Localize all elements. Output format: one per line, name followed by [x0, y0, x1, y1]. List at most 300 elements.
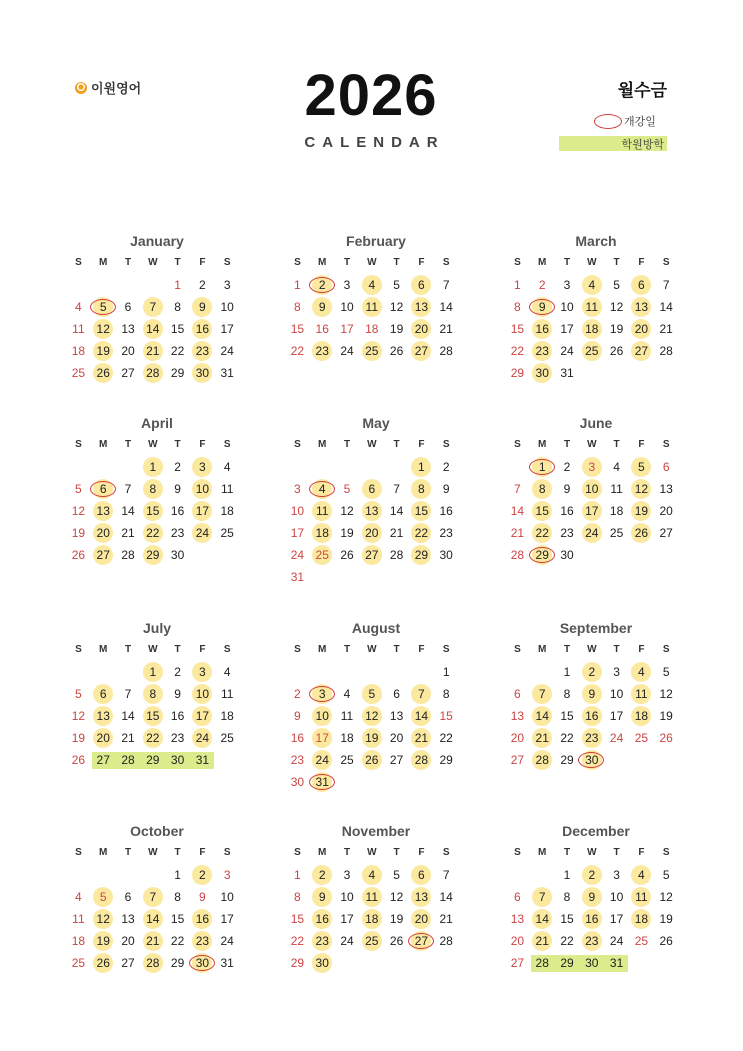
day-cell: 14	[530, 705, 555, 727]
month-grid	[285, 252, 467, 362]
day-cell: 25	[634, 934, 649, 948]
day-cell: 13	[629, 296, 654, 318]
day-cell: 13	[359, 500, 384, 522]
day-cell: 23	[310, 930, 335, 952]
empty-cell	[66, 456, 91, 478]
weekday-label: S	[514, 847, 521, 858]
weekday-label: W	[148, 847, 158, 858]
weekday-label: S	[294, 847, 301, 858]
day-cell: 31	[310, 771, 335, 793]
day-cell: 27	[96, 753, 110, 767]
weekday-label: T	[343, 257, 351, 268]
day-cell: 1	[514, 278, 521, 292]
weekday-label: W	[367, 257, 377, 268]
schedule-title: 월수금	[617, 81, 667, 100]
day-cell: 11	[359, 296, 384, 318]
empty-cell	[629, 544, 654, 566]
day-cell: 18	[220, 504, 234, 518]
day-cell: 18	[71, 934, 86, 948]
weekday-label: T	[124, 644, 132, 655]
day-cell: 16	[190, 908, 215, 930]
week-row	[505, 908, 687, 930]
day-cell: 15	[439, 709, 453, 723]
day-cell: 7	[530, 683, 555, 705]
weekday-label: M	[99, 257, 108, 268]
day-cell: 25	[220, 731, 234, 745]
day-cell: 21	[530, 727, 555, 749]
day-cell: 27	[91, 544, 116, 566]
day-cell: 20	[409, 318, 434, 340]
weekday-label: S	[442, 257, 450, 268]
empty-cell	[285, 456, 310, 478]
day-cell: 24	[609, 934, 624, 948]
week-row	[505, 340, 687, 362]
day-cell: 5	[613, 278, 620, 292]
week-row	[66, 952, 248, 974]
empty-cell	[654, 749, 679, 771]
legend-open-day	[594, 113, 656, 129]
day-cell: 30	[290, 775, 305, 789]
day-cell: 13	[121, 322, 135, 336]
weekday-label: F	[199, 439, 206, 450]
empty-cell	[579, 362, 604, 384]
month-november	[285, 821, 467, 974]
day-cell: 28	[510, 548, 525, 562]
day-cell: 6	[359, 478, 384, 500]
day-cell: 26	[91, 952, 116, 974]
week-row	[285, 952, 467, 974]
day-cell: 16	[439, 504, 453, 518]
month-grid	[505, 252, 687, 384]
weekday-header	[66, 434, 248, 456]
day-cell: 19	[71, 731, 86, 745]
day-cell: 4	[223, 460, 231, 474]
legend-break	[559, 136, 667, 151]
week-row	[505, 930, 687, 952]
day-cell: 15	[560, 912, 574, 926]
day-cell: 22	[170, 934, 185, 948]
day-cell: 16	[560, 504, 574, 518]
day-cell: 27	[121, 956, 135, 970]
day-cell: 4	[310, 478, 335, 500]
weekday-label: S	[662, 439, 670, 450]
weekday-label: M	[318, 439, 327, 450]
day-cell: 28	[530, 749, 555, 771]
week-row	[285, 705, 467, 727]
day-cell: 12	[389, 890, 404, 904]
day-cell: 16	[579, 908, 604, 930]
day-cell: 22	[439, 731, 453, 745]
day-cell: 26	[389, 934, 404, 948]
day-cell: 23	[190, 930, 215, 952]
empty-cell	[310, 661, 335, 683]
month-june	[505, 413, 687, 566]
weekday-label: S	[442, 644, 450, 655]
week-row	[505, 864, 687, 886]
week-row	[285, 661, 467, 683]
day-cell: 23	[579, 930, 604, 952]
week-row	[66, 864, 248, 886]
day-cell: 30	[585, 956, 599, 970]
day-cell: 20	[389, 731, 404, 745]
empty-cell	[335, 661, 360, 683]
week-row	[505, 683, 687, 705]
weekday-label: T	[343, 644, 351, 655]
week-row	[505, 478, 687, 500]
empty-cell	[91, 661, 116, 683]
day-cell: 2	[294, 687, 301, 701]
day-cell: 20	[629, 318, 654, 340]
day-cell: 17	[609, 709, 624, 723]
week-row	[505, 522, 687, 544]
empty-cell	[384, 661, 409, 683]
empty-cell	[409, 952, 434, 974]
day-cell: 4	[75, 300, 82, 314]
weekday-label: W	[367, 644, 377, 655]
day-cell: 10	[220, 890, 234, 904]
empty-cell	[629, 362, 654, 384]
day-cell: 27	[409, 340, 434, 362]
weekday-label: F	[418, 257, 425, 268]
empty-cell	[310, 456, 335, 478]
day-cell: 13	[409, 296, 434, 318]
week-row	[66, 318, 248, 340]
day-cell: 26	[659, 731, 673, 745]
day-cell: 2	[538, 278, 546, 292]
weekday-label: M	[538, 257, 547, 268]
empty-cell	[434, 771, 459, 793]
day-cell: 23	[310, 340, 335, 362]
weekday-label: S	[75, 847, 82, 858]
day-cell: 1	[174, 868, 181, 882]
day-cell: 20	[409, 908, 434, 930]
day-cell: 24	[220, 344, 234, 358]
day-cell: 5	[393, 278, 400, 292]
day-cell: 19	[340, 526, 354, 540]
day-cell: 10	[560, 300, 574, 314]
week-row	[285, 930, 467, 952]
day-cell: 14	[140, 318, 165, 340]
week-row	[285, 318, 467, 340]
day-cell: 17	[290, 526, 305, 540]
day-cell: 5	[662, 868, 670, 882]
empty-cell	[434, 566, 459, 588]
day-cell: 4	[359, 864, 384, 886]
day-cell: 4	[613, 460, 620, 474]
day-cell: 31	[195, 753, 210, 767]
day-cell: 7	[514, 482, 521, 496]
weekday-label: S	[75, 439, 82, 450]
day-cell: 27	[389, 753, 404, 767]
day-cell: 7	[124, 482, 132, 496]
weekday-label: F	[418, 847, 425, 858]
day-cell: 9	[294, 709, 301, 723]
day-cell: 28	[439, 344, 453, 358]
empty-cell	[140, 864, 165, 886]
day-cell: 10	[190, 683, 215, 705]
weekday-label: M	[318, 257, 327, 268]
week-row	[66, 296, 248, 318]
weekday-label: S	[514, 257, 521, 268]
day-cell: 27	[359, 544, 384, 566]
empty-cell	[140, 274, 165, 296]
empty-cell	[335, 952, 360, 974]
day-cell: 9	[199, 890, 206, 904]
empty-cell	[384, 566, 409, 588]
weekday-label: M	[538, 644, 547, 655]
week-row	[505, 318, 687, 340]
day-cell: 14	[530, 908, 555, 930]
day-cell: 10	[190, 478, 215, 500]
day-cell: 16	[290, 731, 305, 745]
month-grid	[66, 639, 248, 771]
empty-cell	[629, 952, 654, 974]
week-row	[66, 886, 248, 908]
day-cell: 4	[343, 687, 351, 701]
week-row	[285, 500, 467, 522]
day-cell: 3	[563, 278, 571, 292]
empty-cell	[505, 456, 530, 478]
day-cell: 31	[220, 956, 234, 970]
day-cell: 3	[223, 278, 231, 292]
day-cell: 1	[563, 868, 571, 882]
weekday-label: T	[124, 257, 132, 268]
day-cell: 21	[140, 340, 165, 362]
day-cell: 13	[409, 886, 434, 908]
day-cell: 12	[91, 318, 116, 340]
empty-cell	[359, 456, 384, 478]
weekday-label: T	[343, 439, 351, 450]
month-title: May	[362, 415, 390, 431]
day-cell: 2	[563, 460, 571, 474]
month-title: April	[141, 415, 173, 431]
month-title: June	[579, 415, 613, 431]
empty-cell	[654, 952, 679, 974]
day-cell: 24	[340, 934, 354, 948]
month-title: July	[142, 620, 171, 636]
day-cell: 5	[91, 886, 116, 908]
day-cell: 13	[91, 500, 116, 522]
day-cell: 15	[560, 709, 574, 723]
day-cell: 16	[530, 318, 555, 340]
day-cell: 21	[121, 731, 135, 745]
weekday-label: W	[148, 644, 158, 655]
month-september	[505, 618, 687, 771]
week-row	[285, 296, 467, 318]
day-cell: 25	[634, 731, 649, 745]
day-cell: 21	[389, 526, 404, 540]
day-cell: 11	[72, 322, 85, 336]
weekday-header	[66, 639, 248, 661]
month-grid	[505, 842, 687, 974]
day-cell: 6	[393, 687, 400, 701]
weekday-label: T	[393, 847, 400, 858]
week-row	[505, 296, 687, 318]
day-cell: 19	[629, 500, 654, 522]
week-row	[66, 727, 248, 749]
weekday-label: T	[393, 257, 400, 268]
empty-cell	[384, 456, 409, 478]
day-cell: 12	[71, 709, 86, 723]
day-cell: 20	[359, 522, 384, 544]
day-cell: 12	[609, 300, 624, 314]
day-cell: 2	[310, 274, 335, 296]
week-row	[66, 456, 248, 478]
day-cell: 30	[170, 753, 185, 767]
day-cell: 16	[170, 504, 185, 518]
day-cell: 8	[140, 683, 165, 705]
day-cell: 30	[579, 749, 604, 771]
day-cell: 31	[220, 366, 234, 380]
week-row	[285, 478, 467, 500]
day-cell: 3	[294, 482, 301, 496]
day-cell: 7	[442, 278, 450, 292]
weekday-label: S	[514, 439, 521, 450]
day-cell: 17	[310, 727, 335, 749]
day-cell: 19	[91, 930, 116, 952]
empty-cell	[505, 661, 530, 683]
week-row	[285, 274, 467, 296]
weekday-label: T	[563, 644, 571, 655]
weekday-label: T	[124, 439, 132, 450]
day-cell: 13	[510, 709, 525, 723]
empty-cell	[579, 544, 604, 566]
month-july	[66, 618, 248, 771]
day-cell: 5	[75, 482, 82, 496]
week-row	[66, 544, 248, 566]
empty-cell	[116, 661, 141, 683]
weekday-label: S	[294, 439, 301, 450]
day-cell: 17	[220, 912, 234, 926]
day-cell: 19	[359, 727, 384, 749]
day-cell: 15	[530, 500, 555, 522]
weekday-label: S	[442, 439, 450, 450]
day-cell: 20	[510, 934, 525, 948]
day-cell: 1	[294, 868, 301, 882]
day-cell: 7	[393, 482, 400, 496]
day-cell: 21	[121, 526, 135, 540]
day-cell: 22	[290, 344, 305, 358]
day-cell: 27	[629, 340, 654, 362]
month-october	[66, 821, 248, 974]
week-row	[285, 544, 467, 566]
day-cell: 9	[530, 296, 555, 318]
month-april	[66, 413, 248, 566]
day-cell: 24	[220, 934, 234, 948]
empty-cell	[384, 952, 409, 974]
weekday-label: T	[174, 439, 181, 450]
weekday-label: S	[223, 257, 231, 268]
day-cell: 7	[409, 683, 434, 705]
day-cell: 2	[174, 460, 181, 474]
day-cell: 17	[190, 500, 215, 522]
empty-cell	[629, 749, 654, 771]
day-cell: 11	[220, 687, 234, 701]
day-cell: 17	[220, 322, 234, 336]
day-cell: 10	[609, 687, 624, 701]
day-cell: 11	[579, 296, 604, 318]
day-cell: 6	[124, 890, 132, 904]
week-row	[285, 522, 467, 544]
day-cell: 8	[563, 890, 571, 904]
day-cell: 28	[409, 749, 434, 771]
month-may	[285, 413, 467, 588]
weekday-label: T	[563, 439, 571, 450]
day-cell: 9	[563, 482, 571, 496]
weekday-label: S	[223, 847, 231, 858]
day-cell: 1	[530, 456, 555, 478]
week-row	[505, 362, 687, 384]
empty-cell	[604, 362, 629, 384]
weekday-label: F	[199, 847, 206, 858]
day-cell: 21	[439, 322, 453, 336]
day-cell: 27	[510, 753, 525, 767]
day-cell: 29	[290, 956, 305, 970]
day-cell: 31	[560, 366, 574, 380]
week-row	[285, 908, 467, 930]
day-cell: 13	[91, 705, 116, 727]
day-cell: 25	[579, 340, 604, 362]
month-title: October	[130, 823, 184, 839]
weekday-label: W	[148, 439, 158, 450]
week-row	[285, 886, 467, 908]
week-row	[505, 544, 687, 566]
day-cell: 17	[579, 500, 604, 522]
day-cell: 14	[389, 504, 404, 518]
week-row	[505, 749, 687, 771]
day-cell: 11	[220, 482, 234, 496]
day-cell: 2	[199, 278, 206, 292]
empty-cell	[384, 771, 409, 793]
day-cell: 19	[659, 709, 673, 723]
day-cell: 28	[140, 362, 165, 384]
day-cell: 3	[190, 456, 215, 478]
day-cell: 30	[310, 952, 335, 974]
week-row	[285, 683, 467, 705]
day-cell: 15	[170, 322, 185, 336]
day-cell: 27	[409, 930, 434, 952]
day-cell: 9	[442, 482, 450, 496]
day-cell: 4	[359, 274, 384, 296]
day-cell: 29	[170, 956, 185, 970]
empty-cell	[335, 771, 360, 793]
month-title: December	[562, 823, 630, 839]
day-cell: 5	[629, 456, 654, 478]
day-cell: 2	[190, 864, 215, 886]
day-cell: 16	[170, 709, 185, 723]
week-row	[66, 683, 248, 705]
day-cell: 3	[579, 456, 604, 478]
weekday-header	[285, 252, 467, 274]
day-cell: 25	[71, 956, 86, 970]
day-cell: 21	[409, 727, 434, 749]
day-cell: 23	[190, 340, 215, 362]
day-cell: 31	[609, 956, 624, 970]
weekday-label: T	[174, 257, 181, 268]
day-cell: 12	[359, 705, 384, 727]
weekday-label: T	[343, 847, 351, 858]
day-cell: 7	[530, 886, 555, 908]
day-cell: 2	[174, 665, 181, 679]
day-cell: 3	[190, 661, 215, 683]
weekday-label: T	[393, 439, 400, 450]
weekday-label: T	[174, 644, 181, 655]
weekday-label: S	[223, 644, 231, 655]
week-row	[505, 500, 687, 522]
day-cell: 19	[389, 322, 404, 336]
weekday-label: M	[318, 644, 327, 655]
empty-cell	[505, 864, 530, 886]
